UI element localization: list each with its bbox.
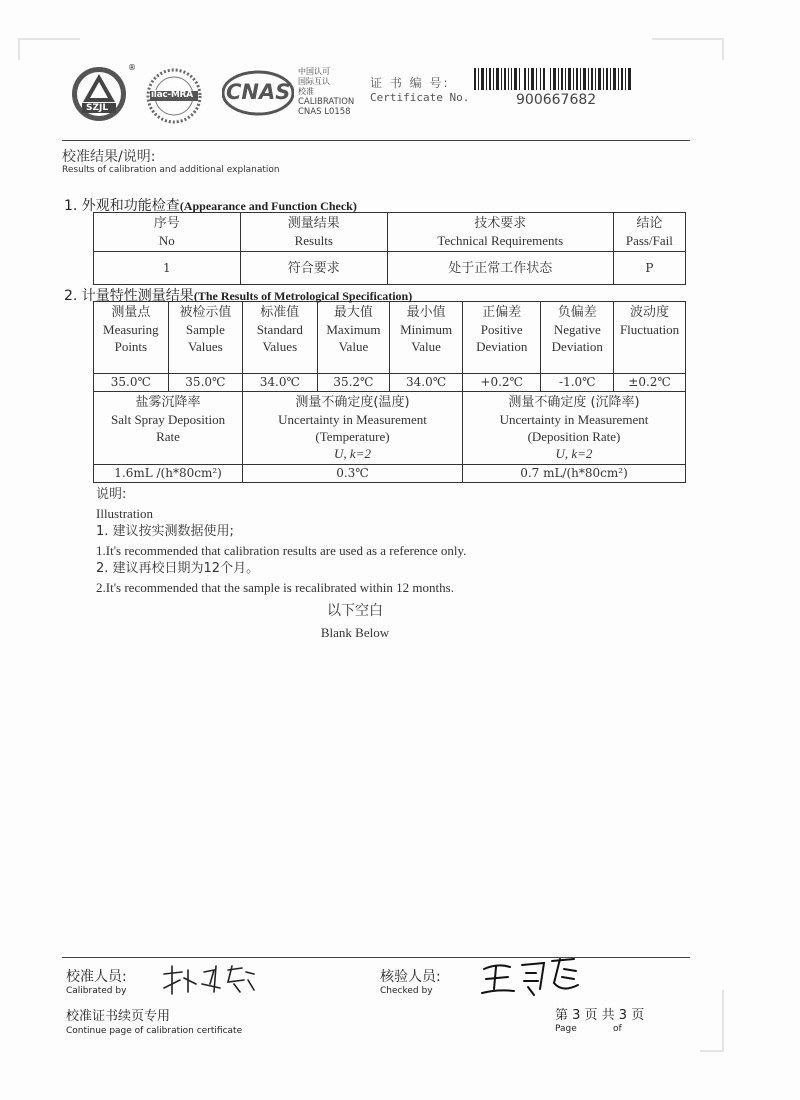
header-uncertainty-temperature-k: U, k=2 <box>334 446 371 461</box>
cnas-note-zh-3: 校准 <box>298 87 314 96</box>
header-uncertainty-deposition-en2: (Deposition Rate) <box>527 429 621 444</box>
continue-page-zh: 校准证书续页专用 <box>66 1009 171 1024</box>
header-uncertainty-deposition-k: U, k=2 <box>555 446 593 461</box>
frame-corner-top-left <box>18 38 80 60</box>
header-minimum-value-en1: Minimum <box>400 322 453 337</box>
header-salt-spray <box>94 392 243 465</box>
cnas-logo-text: CNAS <box>226 80 291 104</box>
barcode <box>474 68 634 90</box>
header-sample-values-zh: 被检示值 <box>179 305 232 320</box>
value-sample-values: 35.0℃ <box>168 374 242 392</box>
header-fluctuation <box>614 302 686 374</box>
header-minimum-value-en2: Value <box>411 339 441 354</box>
footer-rule <box>62 957 690 958</box>
certificate-number: 900667682 <box>516 92 597 108</box>
illustration-item2-zh: 2. 建议再校日期为12个月。 <box>96 561 260 576</box>
appearance-table <box>93 212 686 285</box>
registered-mark: ® <box>128 63 136 72</box>
section1-title-zh: 1. 外观和功能检查 <box>64 198 180 214</box>
header-no-zh: 序号 <box>153 216 180 231</box>
szjl-logo-text: SZJL <box>86 103 109 113</box>
header-maximum-value-en1: Maximum <box>326 322 381 337</box>
header-results-en: Results <box>294 233 333 248</box>
illustration-label-en: Illustration <box>96 505 154 521</box>
certificate-label <box>370 74 469 104</box>
header-maximum-value-zh: 最大值 <box>333 305 373 320</box>
calibrated-by <box>66 966 127 996</box>
illustration-item1-en: 1.It's recommended that calibration results are used as a reference only. <box>96 542 467 558</box>
section2-title-zh: 2. 计量特性测量结果 <box>64 288 194 304</box>
header-sample-values <box>168 302 242 374</box>
header-uncertainty-deposition-zh: 测量不确定度 (沉降率) <box>508 395 640 410</box>
value-uncertainty-deposition: 0.7 mL/(h*80cm²) <box>462 465 685 483</box>
illustration-block <box>96 486 466 597</box>
header-standard-values-en1: Standard <box>256 322 303 337</box>
blank-below <box>300 600 410 644</box>
header-positive-deviation-en2: Deviation <box>476 339 528 354</box>
header-standard-values-en2: Values <box>262 339 298 354</box>
cell-pass-fail: P <box>613 252 685 285</box>
ilac-mra-text: ilac-MRA <box>151 90 193 100</box>
header-no-en: No <box>158 233 175 248</box>
header-measuring-points-en1: Measuring <box>103 322 159 337</box>
checker-signature <box>478 955 588 1001</box>
cnas-note-en-2: CNAS L0158 <box>298 107 351 117</box>
header-salt-spray-zh: 盐雾沉降率 <box>135 395 201 410</box>
checked-by <box>380 966 441 996</box>
value-minimum: 34.0℃ <box>390 374 463 392</box>
header-fluctuation-zh: 波动度 <box>630 305 670 320</box>
header-technical-requirements-en: Technical Requirements <box>437 233 564 248</box>
header-positive-deviation <box>462 302 541 374</box>
header-salt-spray-en2: Rate <box>156 429 180 444</box>
header-maximum-value <box>317 302 390 374</box>
header-rule <box>62 140 690 141</box>
illustration-item2-en: 2.It's recommended that the sample is recalibrated within 12 months. <box>96 579 454 595</box>
frame-corner-bottom-right <box>700 990 724 1052</box>
header-measuring-points-en2: Points <box>114 339 148 354</box>
header-technical-requirements-zh: 技术要求 <box>474 216 527 231</box>
blank-below-en: Blank Below <box>320 625 390 640</box>
header-no <box>94 213 241 252</box>
frame-corner-top-right <box>652 38 724 60</box>
header-measuring-points <box>94 302 169 374</box>
calibrated-by-en: Calibrated by <box>66 986 127 996</box>
header-results <box>240 213 387 252</box>
header-technical-requirements <box>387 213 613 252</box>
certificate-label-zh: 证 书 编 号: <box>370 76 450 90</box>
results-heading-zh: 校准结果/说明: <box>62 149 156 165</box>
page-number <box>555 1004 645 1034</box>
cell-no: 1 <box>94 252 241 285</box>
header-uncertainty-temperature-en2: (Temperature) <box>315 429 390 444</box>
value-maximum: 35.2℃ <box>317 374 390 392</box>
header-uncertainty-deposition-en1: Uncertainty in Measurement <box>499 412 649 427</box>
cnas-note <box>298 67 354 117</box>
header-minimum-value <box>390 302 463 374</box>
page-label-en: Page <box>555 1024 577 1034</box>
header-uncertainty-deposition <box>462 392 685 465</box>
continue-page <box>66 1005 242 1036</box>
header-sample-values-en1: Sample <box>185 322 225 337</box>
value-positive-deviation: +0.2℃ <box>462 374 541 392</box>
header-salt-spray-en1: Salt Spray Deposition <box>110 412 226 427</box>
value-negative-deviation: -1.0℃ <box>541 374 614 392</box>
checked-by-en: Checked by <box>380 986 433 996</box>
cnas-logo <box>222 70 294 116</box>
value-fluctuation: ±0.2℃ <box>614 374 686 392</box>
value-salt-spray: 1.6mL /(h*80cm²) <box>94 465 243 483</box>
illustration-item1-zh: 1. 建议按实测数据使用; <box>96 524 234 539</box>
header-measuring-points-zh: 测量点 <box>111 305 151 320</box>
header-uncertainty-temperature-en1: Uncertainty in Measurement <box>278 412 427 427</box>
cell-technical-requirements: 处于正常工作状态 <box>387 252 613 285</box>
section1-title-en: (Appearance and Function Check) <box>179 199 357 213</box>
value-measuring-points: 35.0℃ <box>94 374 169 392</box>
results-heading-en: Results of calibration and additional explanation <box>62 165 280 175</box>
header-negative-deviation-zh: 负偏差 <box>557 305 597 320</box>
continue-page-en: Continue page of calibration certificate <box>66 1026 243 1036</box>
szjl-logo <box>70 63 136 123</box>
header-pass-fail-zh: 结论 <box>636 216 663 231</box>
cnas-note-zh-1: 中国认可 <box>298 67 330 76</box>
header-sample-values-en2: Values <box>188 339 223 354</box>
section2-title-en: (The Results of Metrological Specification) <box>193 289 413 303</box>
header-positive-deviation-zh: 正偏差 <box>482 305 522 320</box>
header-maximum-value-en2: Value <box>338 339 369 354</box>
cnas-note-zh-2: 国际互认 <box>298 77 330 86</box>
cell-results: 符合要求 <box>240 252 387 285</box>
calibrated-by-zh: 校准人员: <box>66 969 127 985</box>
header-minimum-value-zh: 最小值 <box>406 305 446 320</box>
checked-by-zh: 核验人员: <box>380 969 441 985</box>
header-uncertainty-temperature <box>243 392 463 465</box>
blank-below-zh: 以下空白 <box>327 603 383 619</box>
header-results-zh: 测量结果 <box>287 216 340 231</box>
page-number-zh: 第 3 页 共 3 页 <box>555 1008 645 1023</box>
header-negative-deviation-en2: Deviation <box>551 339 603 354</box>
header-fluctuation-en1: Fluctuation <box>619 322 680 337</box>
cnas-note-en-1: CALIBRATION <box>298 97 355 107</box>
header-standard-values-zh: 标准值 <box>260 305 300 320</box>
value-uncertainty-temperature: 0.3℃ <box>243 465 463 483</box>
header-positive-deviation-en1: Positive <box>480 322 523 337</box>
header-pass-fail <box>613 213 685 252</box>
value-standard-values: 34.0℃ <box>243 374 318 392</box>
metrology-table <box>93 301 686 483</box>
header-pass-fail-en: Pass/Fail <box>625 233 673 248</box>
header-negative-deviation-en1: Negative <box>553 322 601 337</box>
header-standard-values <box>243 302 318 374</box>
illustration-label-zh: 说明: <box>96 487 127 502</box>
header-uncertainty-temperature-zh: 测量不确定度(温度) <box>295 395 410 410</box>
certificate-label-en: Certificate No. <box>370 91 470 104</box>
calibrator-signature <box>158 962 258 998</box>
ilac-mra-logo <box>146 68 202 124</box>
header-negative-deviation <box>541 302 614 374</box>
of-label-en: of <box>613 1024 622 1034</box>
